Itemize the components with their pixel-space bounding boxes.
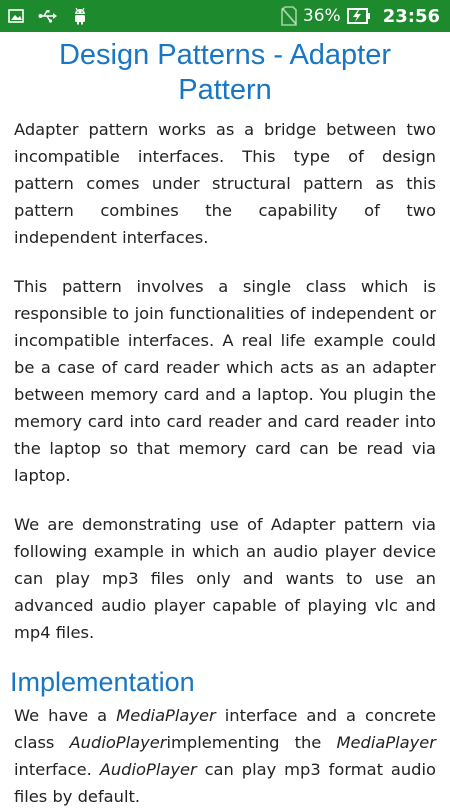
text-segment: interface. <box>14 760 100 779</box>
no-sim-icon <box>281 6 297 26</box>
section-heading-implementation: Implementation <box>10 667 195 697</box>
class-name-audioplayer: AudioPlayer <box>99 760 197 779</box>
text-segment: interface and a concrete class <box>14 706 436 752</box>
battery-charging-icon <box>347 7 371 25</box>
android-icon <box>72 7 88 25</box>
paragraph-intro: Adapter pattern works as a bridge between two incompatible interfaces. This type of design pattern comes under structural pattern as this pattern combines the capability of two independent interfaces. <box>14 120 436 247</box>
paragraph-description: This pattern involves a single class which is responsible to join functionalities of independent or incompatible interfaces. A real life example could be a case of card reader which acts as an adapter between memory card and a laptop. You plugin the memory card into card reader and card reader into the laptop so that memory card can be read via laptop. <box>14 277 436 485</box>
text-segment: can play mp3 format audio files by default. <box>14 760 436 806</box>
system-status <box>281 0 440 32</box>
class-name-audioplayer: AudioPlayer <box>69 733 167 752</box>
article-content <box>10 32 437 810</box>
usb-icon <box>38 9 58 23</box>
class-name-mediaplayer: MediaPlayer <box>336 733 437 752</box>
paragraph-implementation <box>14 702 436 810</box>
text-segment: implementing the <box>166 733 337 752</box>
notification-icons <box>8 6 88 26</box>
page-title: Design Patterns - Adapter Pattern <box>58 39 392 106</box>
status-bar <box>0 0 450 32</box>
class-name-mediaplayer: MediaPlayer <box>116 706 216 725</box>
image-icon <box>8 9 24 23</box>
clock: 23:56 <box>382 5 440 27</box>
text-segment: We have a <box>14 706 117 725</box>
battery-percentage: 36% <box>302 6 341 26</box>
paragraph-example: We are demonstrating use of Adapter pattern via following example in which an audio player device can play mp3 files only and wants to use an advanced audio player capable of playing vlc and mp4 files. <box>14 515 436 642</box>
